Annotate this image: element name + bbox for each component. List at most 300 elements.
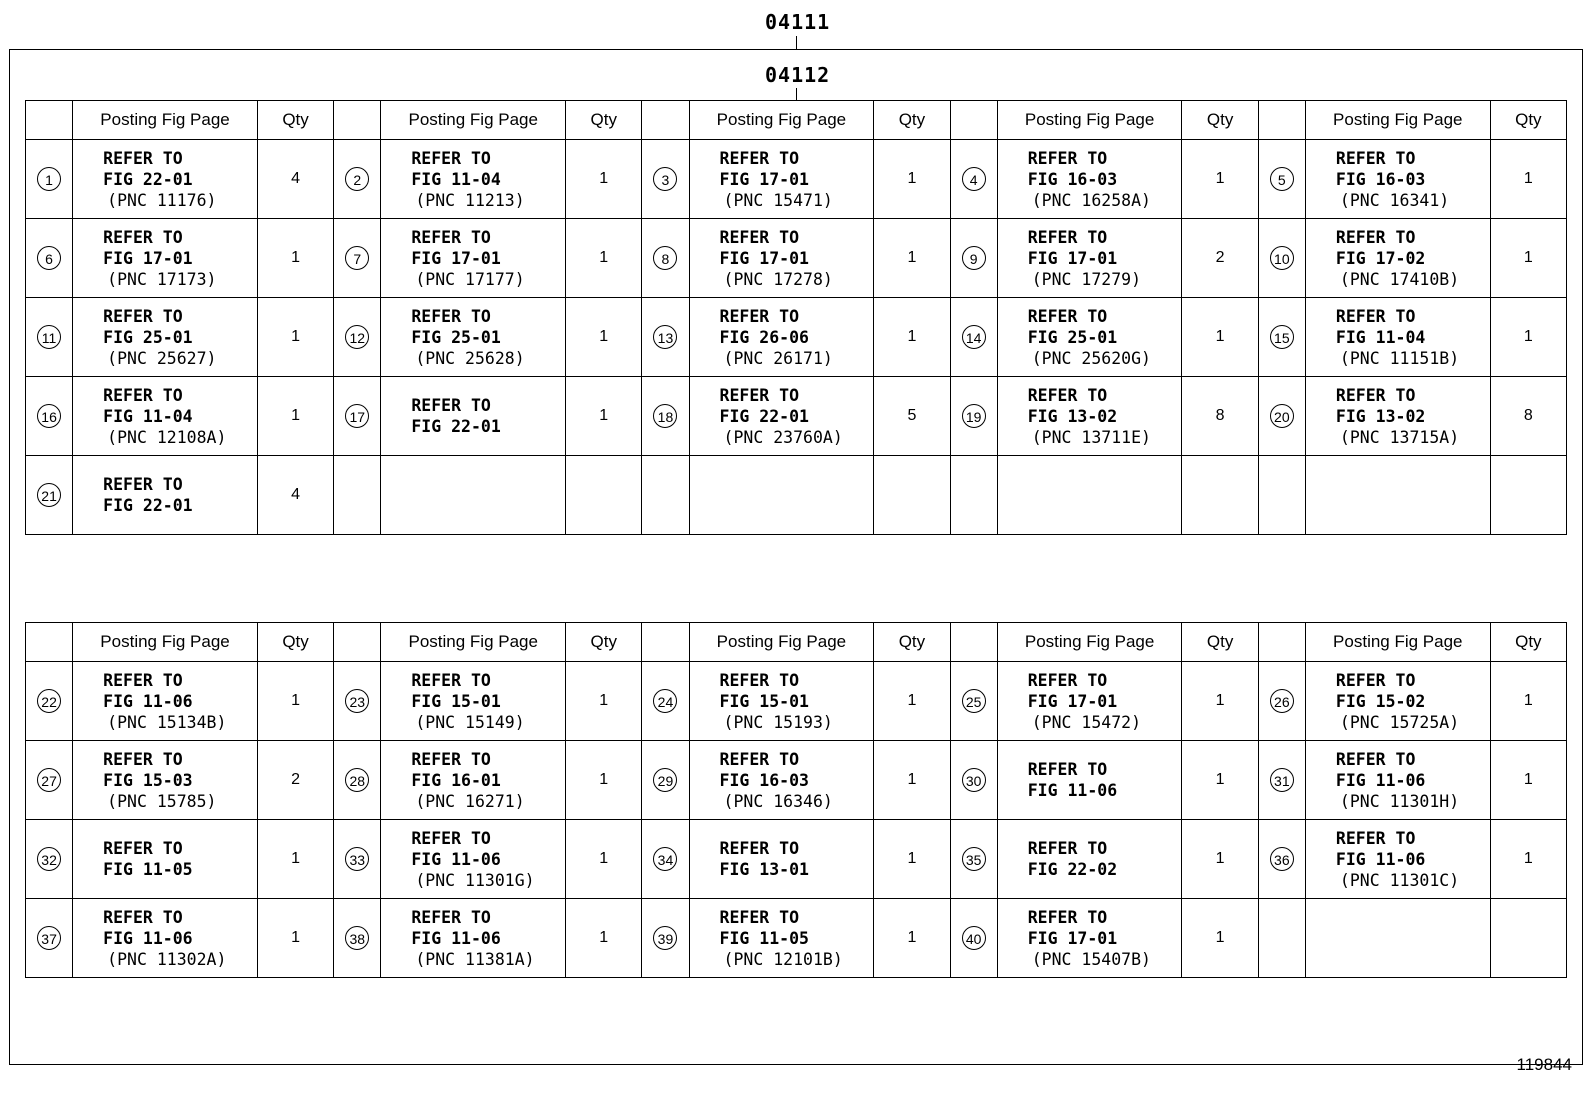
refer-to-text: REFER TO xyxy=(1335,306,1416,326)
item-number-cell xyxy=(334,298,381,377)
item-number: 35 xyxy=(962,847,986,871)
item-number-cell xyxy=(1258,298,1305,377)
reference xyxy=(381,907,565,970)
qty-cell: 1 xyxy=(1182,741,1258,820)
item-number-cell xyxy=(642,662,689,741)
qty-cell: 1 xyxy=(1182,899,1258,978)
header-index-cell xyxy=(950,101,997,140)
refer-to-text: REFER TO xyxy=(1335,670,1416,690)
refer-to-text: REFER TO xyxy=(103,475,183,494)
reference-cell xyxy=(381,741,566,820)
reference xyxy=(73,474,257,516)
table-row xyxy=(26,741,1567,820)
fig-reference: FIG 11-04 xyxy=(411,169,501,189)
fig-reference: FIG 15-03 xyxy=(103,770,193,790)
item-number: 18 xyxy=(653,404,677,428)
item-number-cell xyxy=(642,820,689,899)
item-number-cell xyxy=(950,820,997,899)
header-qty: Qty xyxy=(1490,623,1566,662)
refer-to-text: REFER TO xyxy=(411,907,491,927)
qty-cell: 4 xyxy=(257,456,333,535)
reference-cell xyxy=(381,219,566,298)
item-number: 10 xyxy=(1270,246,1294,270)
pnc-reference: (PNC 11381A) xyxy=(415,949,535,969)
reference xyxy=(998,306,1182,369)
header-index-cell xyxy=(950,623,997,662)
item-number-cell xyxy=(642,298,689,377)
reference xyxy=(1306,227,1490,290)
reference xyxy=(73,385,257,448)
refer-to-text: REFER TO xyxy=(1335,828,1416,848)
item-number-cell xyxy=(26,820,73,899)
fig-reference: FIG 26-06 xyxy=(719,327,809,347)
item-number: 22 xyxy=(37,689,61,713)
fig-reference: FIG 22-01 xyxy=(103,169,193,189)
header-posting-fig-page: Posting Fig Page xyxy=(73,623,258,662)
item-number-cell xyxy=(334,899,381,978)
figure-number: 119844 xyxy=(1516,1055,1572,1074)
header-qty: Qty xyxy=(1490,101,1566,140)
qty-cell: 1 xyxy=(257,219,333,298)
pnc-reference: (PNC 25620G) xyxy=(1031,348,1151,368)
reference-cell xyxy=(381,456,566,535)
table-row xyxy=(26,456,1567,535)
qty-cell xyxy=(874,456,950,535)
qty-cell: 1 xyxy=(1182,820,1258,899)
reference-cell xyxy=(689,662,874,741)
fig-reference: FIG 17-01 xyxy=(1027,691,1118,711)
pnc-reference: (PNC 15471) xyxy=(723,190,833,210)
header-row xyxy=(26,101,1567,140)
qty-cell: 4 xyxy=(257,140,333,219)
pnc-reference: (PNC 26171) xyxy=(723,348,833,368)
item-number: 5 xyxy=(1270,167,1294,191)
fig-reference: FIG 22-01 xyxy=(719,406,809,426)
refer-to-text: REFER TO xyxy=(411,396,491,415)
qty-cell: 1 xyxy=(566,662,642,741)
refer-to-text: REFER TO xyxy=(411,227,491,247)
qty-cell: 1 xyxy=(874,140,950,219)
pnc-reference: (PNC 12108A) xyxy=(107,427,227,447)
refer-to-text: REFER TO xyxy=(103,670,183,690)
fig-reference: FIG 17-01 xyxy=(719,169,809,189)
reference-cell xyxy=(689,456,874,535)
fig-reference: FIG 16-01 xyxy=(411,770,501,790)
pnc-reference: (PNC 16346) xyxy=(723,791,833,811)
fig-reference: FIG 25-01 xyxy=(1027,327,1118,347)
pnc-reference: (PNC 15149) xyxy=(415,712,525,732)
reference-cell xyxy=(1305,298,1490,377)
qty-cell: 1 xyxy=(1490,219,1566,298)
item-number-cell xyxy=(950,219,997,298)
refer-to-text: REFER TO xyxy=(1027,760,1108,779)
reference xyxy=(381,227,565,290)
header-qty: Qty xyxy=(257,101,333,140)
reference-cell xyxy=(997,377,1182,456)
reference-cell xyxy=(997,298,1182,377)
reference xyxy=(690,306,874,369)
item-number-cell xyxy=(642,899,689,978)
fig-reference: FIG 22-01 xyxy=(103,496,193,515)
reference-cell xyxy=(997,140,1182,219)
header-qty: Qty xyxy=(874,623,950,662)
reference xyxy=(998,227,1182,290)
reference xyxy=(998,670,1182,733)
reference xyxy=(690,907,874,970)
reference xyxy=(73,306,257,369)
item-number: 23 xyxy=(345,689,369,713)
item-number: 29 xyxy=(653,768,677,792)
item-number-cell xyxy=(1258,899,1305,978)
refer-to-text: REFER TO xyxy=(411,749,491,769)
item-number: 2 xyxy=(345,167,369,191)
item-number: 24 xyxy=(653,689,677,713)
header-posting-fig-page: Posting Fig Page xyxy=(1305,623,1490,662)
item-number-cell xyxy=(950,298,997,377)
reference-cell xyxy=(689,140,874,219)
reference-cell xyxy=(73,377,258,456)
refer-to-text: REFER TO xyxy=(411,828,491,848)
fig-reference: FIG 17-01 xyxy=(1027,248,1118,268)
refer-to-text: REFER TO xyxy=(103,306,183,326)
reference xyxy=(690,385,874,448)
qty-cell: 1 xyxy=(1490,820,1566,899)
reference-cell xyxy=(381,662,566,741)
reference xyxy=(73,907,257,970)
fig-reference: FIG 11-06 xyxy=(103,928,193,948)
reference xyxy=(998,907,1182,970)
qty-cell: 1 xyxy=(566,820,642,899)
pnc-reference: (PNC 12101B) xyxy=(723,949,843,969)
item-number: 1 xyxy=(37,167,61,191)
fig-reference: FIG 16-03 xyxy=(1027,169,1118,189)
item-number-cell xyxy=(334,377,381,456)
reference xyxy=(381,306,565,369)
refer-to-text: REFER TO xyxy=(103,385,183,405)
item-number: 32 xyxy=(37,847,61,871)
pnc-reference: (PNC 23760A) xyxy=(723,427,843,447)
qty-cell: 1 xyxy=(566,377,642,456)
qty-cell: 1 xyxy=(1490,741,1566,820)
reference-cell xyxy=(689,899,874,978)
header-qty: Qty xyxy=(1182,623,1258,662)
item-number-cell xyxy=(950,377,997,456)
reference-cell xyxy=(73,298,258,377)
pnc-reference: (PNC 25628) xyxy=(415,348,525,368)
reference xyxy=(1306,828,1490,891)
fig-reference: FIG 22-02 xyxy=(1027,860,1118,879)
qty-cell xyxy=(566,456,642,535)
item-number-cell xyxy=(26,140,73,219)
refer-to-text: REFER TO xyxy=(1027,227,1108,247)
item-number: 15 xyxy=(1270,325,1294,349)
reference xyxy=(1306,148,1490,211)
reference-cell xyxy=(1305,377,1490,456)
header-qty: Qty xyxy=(566,101,642,140)
fig-reference: FIG 13-02 xyxy=(1335,406,1426,426)
reference-cell xyxy=(689,219,874,298)
reference xyxy=(998,838,1182,880)
reference xyxy=(73,749,257,812)
qty-cell: 1 xyxy=(566,899,642,978)
fig-reference: FIG 17-01 xyxy=(1027,928,1118,948)
fig-reference: FIG 11-05 xyxy=(719,928,809,948)
reference xyxy=(690,227,874,290)
fig-reference: FIG 25-01 xyxy=(411,327,501,347)
fig-reference: FIG 11-04 xyxy=(103,406,193,426)
pnc-reference: (PNC 11213) xyxy=(415,190,525,210)
refer-to-text: REFER TO xyxy=(1335,227,1416,247)
reference-cell xyxy=(997,219,1182,298)
header-qty: Qty xyxy=(1182,101,1258,140)
item-number-cell xyxy=(26,377,73,456)
pnc-reference: (PNC 15725A) xyxy=(1339,712,1460,732)
fig-reference: FIG 11-05 xyxy=(103,860,193,879)
item-number-cell xyxy=(26,899,73,978)
reference-cell xyxy=(73,140,258,219)
item-number-cell xyxy=(334,140,381,219)
pnc-reference: (PNC 11301C) xyxy=(1339,870,1460,890)
refer-to-text: REFER TO xyxy=(103,749,183,769)
item-number: 20 xyxy=(1270,404,1294,428)
reference xyxy=(381,148,565,211)
header-posting-fig-page: Posting Fig Page xyxy=(381,101,566,140)
pnc-reference: (PNC 11176) xyxy=(107,190,217,210)
qty-cell: 1 xyxy=(257,662,333,741)
qty-cell: 1 xyxy=(566,219,642,298)
reference-cell xyxy=(381,140,566,219)
refer-to-text: REFER TO xyxy=(103,907,183,927)
fig-reference: FIG 11-04 xyxy=(1335,327,1426,347)
qty-cell: 1 xyxy=(874,662,950,741)
item-number: 12 xyxy=(345,325,369,349)
pnc-reference: (PNC 11301H) xyxy=(1339,791,1460,811)
reference-cell xyxy=(1305,140,1490,219)
refer-to-text: REFER TO xyxy=(719,306,800,326)
fig-reference: FIG 17-01 xyxy=(719,248,809,268)
header-posting-fig-page: Posting Fig Page xyxy=(997,101,1182,140)
refer-to-text: REFER TO xyxy=(411,148,491,168)
leader-line-inner xyxy=(796,88,797,100)
qty-cell: 1 xyxy=(874,741,950,820)
item-number-cell xyxy=(334,456,381,535)
qty-cell: 1 xyxy=(1182,140,1258,219)
fig-reference: FIG 15-01 xyxy=(719,691,809,711)
fig-reference: FIG 11-06 xyxy=(1335,849,1426,869)
refer-to-text: REFER TO xyxy=(719,839,800,858)
reference xyxy=(73,670,257,733)
reference-cell xyxy=(1305,820,1490,899)
item-number-cell xyxy=(26,662,73,741)
item-number-cell xyxy=(334,662,381,741)
header-index-cell xyxy=(1258,623,1305,662)
reference-cell xyxy=(997,899,1182,978)
item-number-cell xyxy=(26,219,73,298)
reference xyxy=(1306,306,1490,369)
pnc-reference: (PNC 17177) xyxy=(415,269,525,289)
pnc-reference: (PNC 17410B) xyxy=(1339,269,1460,289)
fig-reference: FIG 17-01 xyxy=(103,248,193,268)
reference xyxy=(381,828,565,891)
reference xyxy=(690,670,874,733)
item-number-cell xyxy=(26,741,73,820)
refer-to-text: REFER TO xyxy=(1027,670,1108,690)
reference-cell xyxy=(73,899,258,978)
refer-to-text: REFER TO xyxy=(1335,749,1416,769)
item-number: 36 xyxy=(1270,847,1294,871)
header-index-cell xyxy=(334,101,381,140)
leader-line-outer xyxy=(796,36,797,50)
item-number: 16 xyxy=(37,404,61,428)
item-number-cell xyxy=(950,140,997,219)
reference-cell xyxy=(381,298,566,377)
item-number: 8 xyxy=(653,246,677,270)
item-number: 13 xyxy=(653,325,677,349)
qty-cell: 1 xyxy=(257,820,333,899)
reference xyxy=(1306,670,1490,733)
item-number: 3 xyxy=(653,167,677,191)
qty-cell: 5 xyxy=(874,377,950,456)
item-number: 7 xyxy=(345,246,369,270)
reference xyxy=(998,385,1182,448)
refer-to-text: REFER TO xyxy=(1027,385,1108,405)
pnc-reference: (PNC 15472) xyxy=(1031,712,1142,732)
pnc-reference: (PNC 15407B) xyxy=(1031,949,1151,969)
fig-reference: FIG 13-02 xyxy=(1027,406,1118,426)
refer-to-text: REFER TO xyxy=(411,306,491,326)
item-number-cell xyxy=(26,456,73,535)
fig-reference: FIG 17-02 xyxy=(1335,248,1426,268)
refer-to-text: REFER TO xyxy=(1027,148,1108,168)
pnc-reference: (PNC 11301G) xyxy=(415,870,535,890)
qty-cell: 1 xyxy=(874,820,950,899)
pnc-reference: (PNC 15785) xyxy=(107,791,217,811)
qty-cell: 1 xyxy=(1490,662,1566,741)
reference-cell xyxy=(689,298,874,377)
header-index-cell xyxy=(26,101,73,140)
qty-cell: 1 xyxy=(257,298,333,377)
fig-reference: FIG 11-06 xyxy=(103,691,193,711)
reference-cell xyxy=(997,741,1182,820)
qty-cell: 1 xyxy=(257,899,333,978)
table-row xyxy=(26,298,1567,377)
item-number: 11 xyxy=(37,325,61,349)
table-row xyxy=(26,140,1567,219)
fig-reference: FIG 11-06 xyxy=(411,849,501,869)
reference-cell xyxy=(1305,662,1490,741)
reference-cell xyxy=(689,741,874,820)
pnc-reference: (PNC 11151B) xyxy=(1339,348,1460,368)
pnc-reference: (PNC 15134B) xyxy=(107,712,227,732)
pnc-reference: (PNC 16271) xyxy=(415,791,525,811)
item-number-cell xyxy=(1258,377,1305,456)
reference xyxy=(1306,749,1490,812)
pnc-reference: (PNC 25627) xyxy=(107,348,217,368)
item-number: 27 xyxy=(37,768,61,792)
fig-reference: FIG 15-02 xyxy=(1335,691,1426,711)
reference-cell xyxy=(997,820,1182,899)
qty-cell: 1 xyxy=(566,298,642,377)
fig-reference: FIG 11-06 xyxy=(1027,781,1118,800)
reference-cell xyxy=(1305,899,1490,978)
label-04112: 04112 xyxy=(765,63,831,87)
parts-table-upper xyxy=(25,100,1567,535)
qty-cell: 8 xyxy=(1182,377,1258,456)
pnc-reference: (PNC 16341) xyxy=(1339,190,1450,210)
reference xyxy=(381,395,565,437)
qty-cell xyxy=(1182,456,1258,535)
reference-cell xyxy=(381,377,566,456)
refer-to-text: REFER TO xyxy=(1027,306,1108,326)
item-number-cell xyxy=(642,456,689,535)
qty-cell: 2 xyxy=(257,741,333,820)
fig-reference: FIG 11-06 xyxy=(411,928,501,948)
reference-cell xyxy=(73,219,258,298)
reference xyxy=(998,759,1182,801)
item-number-cell xyxy=(334,219,381,298)
qty-cell: 1 xyxy=(1490,298,1566,377)
refer-to-text: REFER TO xyxy=(1027,839,1108,858)
item-number-cell xyxy=(1258,741,1305,820)
pnc-reference: (PNC 17278) xyxy=(723,269,833,289)
qty-cell: 1 xyxy=(874,219,950,298)
header-qty: Qty xyxy=(257,623,333,662)
header-posting-fig-page: Posting Fig Page xyxy=(1305,101,1490,140)
pnc-reference: (PNC 17279) xyxy=(1031,269,1142,289)
item-number: 38 xyxy=(345,926,369,950)
header-qty: Qty xyxy=(874,101,950,140)
header-index-cell xyxy=(1258,101,1305,140)
item-number: 33 xyxy=(345,847,369,871)
pnc-reference: (PNC 15193) xyxy=(723,712,833,732)
pnc-reference: (PNC 16258A) xyxy=(1031,190,1151,210)
header-row xyxy=(26,623,1567,662)
item-number-cell xyxy=(334,820,381,899)
fig-reference: FIG 15-01 xyxy=(411,691,501,711)
item-number: 19 xyxy=(962,404,986,428)
refer-to-text: REFER TO xyxy=(103,839,183,858)
header-posting-fig-page: Posting Fig Page xyxy=(689,623,874,662)
item-number: 21 xyxy=(37,483,61,507)
item-number-cell xyxy=(642,377,689,456)
refer-to-text: REFER TO xyxy=(1335,385,1416,405)
header-index-cell xyxy=(334,623,381,662)
qty-cell: 2 xyxy=(1182,219,1258,298)
refer-to-text: REFER TO xyxy=(103,148,183,168)
header-index-cell xyxy=(642,623,689,662)
item-number-cell xyxy=(1258,456,1305,535)
parts-table-lower xyxy=(25,622,1567,978)
reference xyxy=(73,227,257,290)
qty-cell: 8 xyxy=(1490,377,1566,456)
header-posting-fig-page: Posting Fig Page xyxy=(73,101,258,140)
reference xyxy=(690,838,874,880)
reference-cell xyxy=(73,820,258,899)
refer-to-text: REFER TO xyxy=(719,670,800,690)
reference xyxy=(690,148,874,211)
table-row xyxy=(26,899,1567,978)
item-number: 37 xyxy=(37,926,61,950)
item-number: 39 xyxy=(653,926,677,950)
item-number: 31 xyxy=(1270,768,1294,792)
header-index-cell xyxy=(26,623,73,662)
item-number-cell xyxy=(1258,140,1305,219)
refer-to-text: REFER TO xyxy=(1027,907,1108,927)
reference-cell xyxy=(381,820,566,899)
item-number-cell xyxy=(334,741,381,820)
item-number-cell xyxy=(642,219,689,298)
item-number: 26 xyxy=(1270,689,1294,713)
